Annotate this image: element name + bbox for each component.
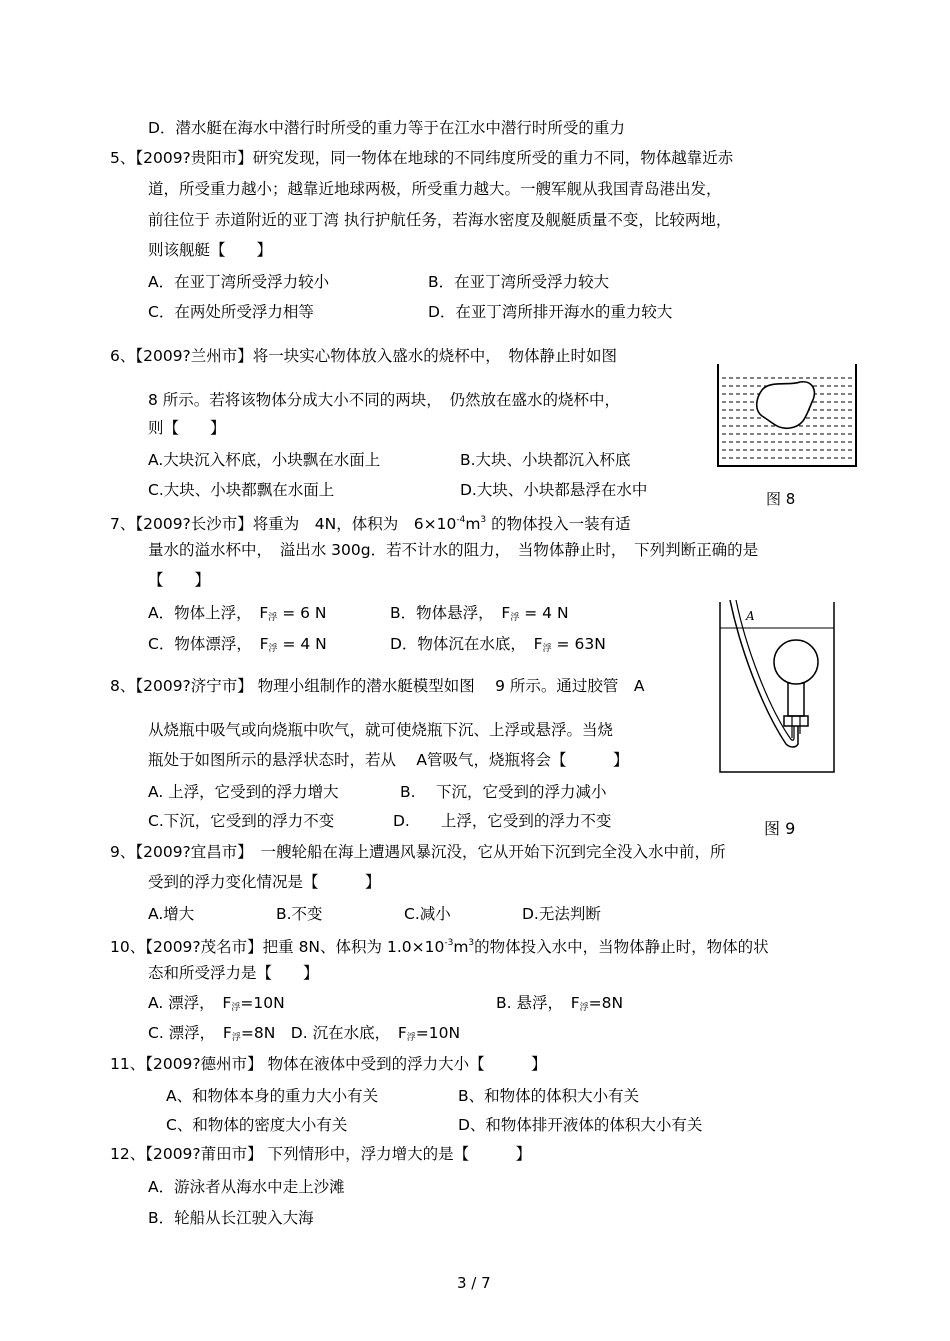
q12-option-b: B．轮船从长江驶入大海 <box>148 1209 314 1227</box>
q11-option-c: C、和物体的密度大小有关 <box>166 1116 348 1134</box>
q5-stem-line3: 前往位于 赤道附近的亚丁湾 执行护航任务，若海水密度及舰艇质量不变，比较两地， <box>148 211 732 229</box>
q7-stem-line3: 【 】 <box>148 571 211 589</box>
q4-option-d: D．潜水艇在海水中潜行时所受的重力等于在江水中潜行时所受的重力 <box>148 119 625 137</box>
figure-9-caption: 图 9 <box>764 819 796 838</box>
q5-option-c: C．在两处所受浮力相等 <box>148 303 314 321</box>
q8-option-b: B. 下沉，它受到的浮力减小 <box>400 783 607 801</box>
q8-option-d: D. 上浮，它受到的浮力不变 <box>393 812 612 830</box>
q6-stem-line3: 则【 】 <box>148 419 226 437</box>
q9-option-c: C.减小 <box>404 905 451 923</box>
q9-option-b: B.不变 <box>276 905 323 923</box>
q5-stem-line2: 道，所受重力越小；越靠近地球两极，所受重力越大。一艘军舰从我国青岛港出发， <box>148 180 722 198</box>
q10-option-c-d: C. 漂浮， $F_浮=8N$ D. 沉在水底， $F_浮=10N$ <box>148 1024 461 1043</box>
q8-stem-line1: 8、【2009?济宁市】 物理小组制作的潜水艇模型如图 9 所示。通过胶管 A <box>110 677 645 695</box>
q8-stem-line3: 瓶处于如图所示的悬浮状态时，若从 A管吸气，烧瓶将会【 】 <box>148 751 629 769</box>
q5-stem-line1: 5、【2009?贵阳市】研究发现，同一物体在地球的不同纬度所受的重力不同，物体越靠近赤 <box>110 149 734 167</box>
q8-stem-line2: 从烧瓶中吸气或向烧瓶中吹气，就可使烧瓶下沉、上浮或悬浮。当烧 <box>148 721 614 739</box>
page-number: 3 / 7 <box>457 1274 491 1292</box>
q5-option-d: D．在亚丁湾所排开海水的重力较大 <box>428 303 673 321</box>
q11-stem: 11、【2009?德州市】 物体在液体中受到的浮力大小【 】 <box>110 1055 547 1073</box>
figure-8-caption: 图 8 <box>766 490 796 508</box>
q6-option-a: A.大块沉入杯底，小块飘在水面上 <box>148 451 381 469</box>
q8-option-c: C.下沉，它受到的浮力不变 <box>148 812 335 830</box>
q11-option-d: D、和物体排开液体的体积大小有关 <box>458 1116 703 1134</box>
q5-option-a: A．在亚丁湾所受浮力较小 <box>148 273 330 291</box>
q9-stem-line2: 受到的浮力变化情况是【 】 <box>148 873 381 891</box>
q7-stem-line1: 7、【2009?长沙市】将重为 4N，体积为 $6\times 10^{-4}m^3$ 的物体投入一装有适 <box>110 515 631 533</box>
q7-option-a: A．物体上浮， $F_浮 = 6$ N <box>148 604 327 623</box>
q6-option-d: D.大块、小块都悬浮在水中 <box>460 481 648 499</box>
q6-stem-line1: 6、【2009?兰州市】将一块实心物体放入盛水的烧杯中， 物体静止时如图 <box>110 347 618 365</box>
figure-9-tube-label: A <box>746 609 755 623</box>
q10-option-a: A. 漂浮， $F_浮=10N$ <box>148 994 285 1013</box>
q6-option-b: B.大块、小块都沉入杯底 <box>460 451 631 469</box>
q6-stem-line2: 8 所示。若将该物体分成大小不同的两块， 仍然放在盛水的烧杯中， <box>148 391 621 409</box>
q7-option-c: C．物体漂浮， $F_浮 = 4$ N <box>148 635 327 654</box>
q10-stem-line1: 10、【2009?茂名市】把重 8N、体积为 $1.0\times 10^{-3}m^3$的物体投入水中，当物体静止时，物体的状 <box>110 938 769 956</box>
q7-option-b: B．物体悬浮， $F_浮 = 4$ N <box>390 604 569 623</box>
q7-stem-line2: 量水的溢水杯中， 溢出水 300g．若不计水的阻力， 当物体静止时， 下列判断正确的是 <box>148 541 759 559</box>
q11-option-a: A、和物体本身的重力大小有关 <box>166 1087 379 1105</box>
q6-option-c: C.大块、小块都飘在水面上 <box>148 481 335 499</box>
q10-option-b: B. 悬浮， $F_浮=8N$ <box>496 994 624 1013</box>
figure-8-beaker <box>714 360 864 472</box>
q12-option-a: A．游泳者从海水中走上沙滩 <box>148 1178 345 1196</box>
q9-option-a: A.增大 <box>148 905 195 923</box>
q7-option-d: D．物体沉在水底， $F_浮 = 63N$ <box>390 635 606 654</box>
q5-option-b: B．在亚丁湾所受浮力较大 <box>428 273 610 291</box>
q11-option-b: B、和物体的体积大小有关 <box>458 1087 640 1105</box>
q12-stem: 12、【2009?莆田市】 下列情形中，浮力增大的是【 】 <box>110 1145 532 1163</box>
figure-9-flask-model <box>716 598 840 776</box>
q9-stem-line1: 9、【2009?宜昌市】 一艘轮船在海上遭遇风暴沉没，它从开始下沉到完全没入水中前，所 <box>110 843 726 861</box>
q10-stem-line2: 态和所受浮力是【 】 <box>148 964 319 982</box>
q8-option-a: A. 上浮，它受到的浮力增大 <box>148 783 339 801</box>
q5-stem-line4: 则该舰艇【 】 <box>148 241 273 259</box>
q9-option-d: D.无法判断 <box>522 905 601 923</box>
